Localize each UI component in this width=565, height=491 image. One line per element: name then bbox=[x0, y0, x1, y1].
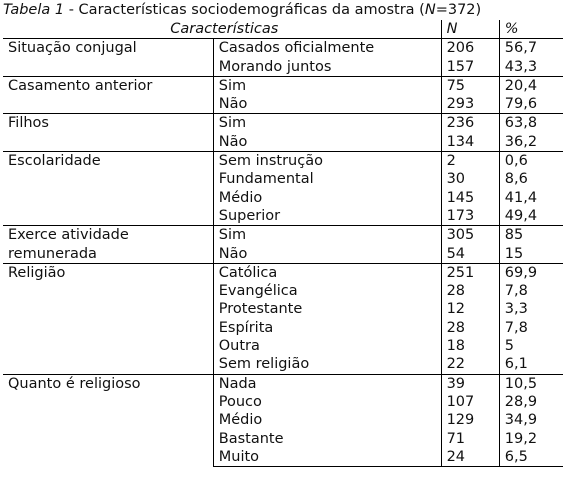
n-cell: 305 bbox=[441, 226, 499, 245]
percent-cell: 6,5 bbox=[499, 448, 563, 467]
percent-cell: 56,7 bbox=[504, 40, 538, 57]
n-cell: 24 bbox=[441, 448, 499, 467]
table-row bbox=[3, 263, 563, 282]
group-label: Religião bbox=[3, 263, 213, 374]
table-header-row bbox=[3, 20, 563, 39]
percent-cell: 36,2 bbox=[504, 133, 538, 150]
category-cell: Outra bbox=[213, 337, 441, 355]
n-cell: 206 bbox=[441, 39, 499, 58]
n-cell: 2 bbox=[441, 152, 499, 171]
category-cell: Bastante bbox=[213, 430, 441, 448]
category-cell: Não bbox=[213, 133, 441, 152]
n-cell: 251 bbox=[441, 263, 499, 282]
percent-cell: 7,8 bbox=[504, 319, 528, 336]
percent-cell: 8,6 bbox=[504, 171, 528, 188]
table-row bbox=[3, 76, 563, 95]
percent-cell: 28,9 bbox=[504, 393, 538, 410]
percent-cell: 6,1 bbox=[504, 356, 528, 373]
category-cell: Sem instrução bbox=[213, 152, 441, 171]
n-cell: 129 bbox=[441, 411, 499, 429]
percent-cell: 3,3 bbox=[504, 301, 528, 318]
category-cell: Sim bbox=[213, 114, 441, 133]
group-label: Escolaridade bbox=[3, 152, 213, 226]
percent-cell: 69,9 bbox=[499, 263, 563, 282]
category-cell: Não bbox=[213, 95, 441, 114]
category-cell: Superior bbox=[213, 207, 441, 226]
category-cell: Nada bbox=[213, 374, 441, 393]
percent-cell: 15 bbox=[504, 245, 524, 262]
percent-cell: 79,6 bbox=[504, 96, 538, 113]
n-cell: 71 bbox=[441, 430, 499, 448]
category-cell: Fundamental bbox=[213, 170, 441, 188]
caption-text-after: =372) bbox=[435, 2, 482, 18]
percent-cell: 10,5 bbox=[499, 374, 563, 393]
n-cell: 293 bbox=[441, 95, 499, 114]
category-cell: Médio bbox=[213, 189, 441, 207]
caption-n-symbol: N bbox=[424, 2, 436, 18]
n-cell: 134 bbox=[441, 133, 499, 152]
n-cell: 54 bbox=[441, 245, 499, 263]
percent-cell: 63,8 bbox=[499, 114, 563, 133]
group-label: Casamento anterior bbox=[3, 76, 213, 114]
table-row bbox=[3, 226, 563, 245]
sociodemographic-table bbox=[3, 20, 563, 467]
category-cell: Casados oficialmente bbox=[213, 39, 441, 58]
n-cell: 145 bbox=[441, 189, 499, 207]
category-cell: Espírita bbox=[213, 319, 441, 337]
category-cell: Sem religião bbox=[213, 355, 441, 374]
n-cell: 28 bbox=[441, 319, 499, 337]
header-percent: % bbox=[499, 20, 563, 39]
percent-cell: 49,4 bbox=[504, 207, 538, 224]
caption-label: Tabela 1 bbox=[3, 2, 65, 18]
group-label: Situação conjugal bbox=[3, 39, 213, 77]
category-cell: Muito bbox=[213, 448, 441, 467]
n-cell: 30 bbox=[441, 170, 499, 188]
group-label: Exerce atividade remunerada bbox=[3, 226, 213, 264]
percent-cell: 43,3 bbox=[504, 58, 538, 75]
caption-text-before: - Características sociodemográficas da amostra ( bbox=[64, 2, 425, 18]
group-label: Quanto é religioso bbox=[3, 374, 213, 466]
n-cell: 173 bbox=[441, 207, 499, 226]
category-cell: Católica bbox=[213, 263, 441, 282]
percent-cell: 41,4 bbox=[504, 189, 538, 206]
category-cell: Sim bbox=[213, 76, 441, 95]
percent-cell: 5 bbox=[504, 338, 514, 355]
n-cell: 236 bbox=[441, 114, 499, 133]
percent-cell: 85 bbox=[499, 226, 563, 245]
table-row bbox=[3, 374, 563, 393]
percent-cell: 7,8 bbox=[504, 283, 528, 300]
n-cell: 18 bbox=[441, 337, 499, 355]
category-cell: Sim bbox=[213, 226, 441, 245]
category-cell: Morando juntos bbox=[213, 58, 441, 77]
category-cell: Médio bbox=[213, 411, 441, 429]
n-cell: 28 bbox=[441, 282, 499, 300]
percent-cell: 0,6 bbox=[499, 152, 563, 171]
category-cell: Protestante bbox=[213, 300, 441, 318]
table-row bbox=[3, 39, 563, 58]
category-cell: Evangélica bbox=[213, 282, 441, 300]
table-body bbox=[3, 39, 563, 467]
n-cell: 157 bbox=[441, 58, 499, 77]
n-cell: 22 bbox=[441, 355, 499, 374]
header-n: N bbox=[441, 20, 499, 39]
percent-cell: 19,2 bbox=[504, 430, 538, 447]
n-cell: 75 bbox=[441, 76, 499, 95]
percent-cell: 34,9 bbox=[504, 412, 538, 429]
group-label: Filhos bbox=[3, 114, 213, 152]
n-cell: 12 bbox=[441, 300, 499, 318]
table-row bbox=[3, 114, 563, 133]
category-cell: Não bbox=[213, 245, 441, 263]
percent-cell: 20,4 bbox=[499, 76, 563, 95]
n-cell: 107 bbox=[441, 393, 499, 411]
header-characteristics: Características bbox=[3, 20, 441, 39]
n-cell: 39 bbox=[441, 374, 499, 393]
category-cell: Pouco bbox=[213, 393, 441, 411]
table-caption bbox=[3, 1, 481, 19]
table-row bbox=[3, 152, 563, 171]
